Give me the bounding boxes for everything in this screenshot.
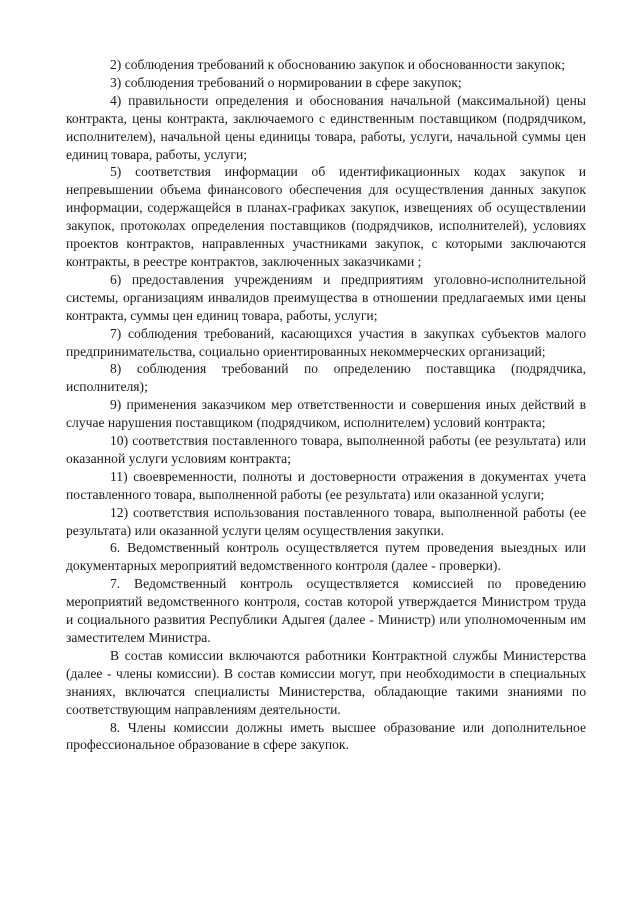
paragraph-item-8: 8) соблюдения требований по определению поставщика (подрядчика, исполнителя); bbox=[66, 361, 586, 395]
paragraph-clause-6: 6. Ведомственный контроль осуществляется путем проведения выездных или документарных мероприятий ведомственного контроля (далее - проверки). bbox=[66, 540, 586, 574]
paragraph-item-3: 3) соблюдения требований о нормировании в сфере закупок; bbox=[110, 74, 462, 90]
paragraph-item-7: 7) соблюдения требований, касающихся участия в закупках субъектов малого предпринимательства, социально ориентированных некоммерческих организаций; bbox=[66, 325, 586, 359]
paragraph-commission-composition: В состав комиссии включаются работники Контрактной службы Министерства (далее - члены комиссии). В состав комиссии могут, при необходимости в специальных знаниях, включатся специалисты Министерства, обладающие такими знаниями по соответствующим направлениям деятельности. bbox=[66, 647, 586, 717]
paragraph-clause-8: 8. Члены комиссии должны иметь высшее образование или дополнительное профессиональное образование в сфере закупок. bbox=[66, 719, 586, 753]
paragraph-item-4: 4) правильности определения и обоснования начальной (максимальной) цены контракта, цены контракта, заключаемого с единственным поставщиком (подрядчиком, исполнителем), начальной цены единицы товара, работы, услуги, начальной суммы цен единиц товара, работы, услуги; bbox=[66, 92, 586, 162]
paragraph-item-6: 6) предоставления учреждениям и предприятиям уголовно-исполнительной системы, организациям инвалидов преимущества в отношении предлагаемых ими цены контракта, суммы цен единиц товара, работы, услуги; bbox=[66, 271, 586, 323]
paragraph-item-2: 2) соблюдения требований к обоснованию закупок и обоснованности закупок; bbox=[110, 57, 565, 72]
paragraph-clause-7: 7. Ведомственный контроль осуществляется комиссией по проведению мероприятий ведомственного контроля, состав которой утверждается Министром труда и социального развития Республики Адыгея (далее - Министр) или уполномоченным им заместителем Министра. bbox=[66, 576, 586, 645]
document-body bbox=[66, 56, 586, 754]
paragraph-item-5: 5) соответствия информации об идентификационных кодах закупок и непревышении объема финансового обеспечения для осуществления данных закупок информации, содержащейся в планах-графиках закупок, извещениях об осуществлении закупок, протоколах определения поставщиков (подрядчиков, исполнителей), условиях проектов контрактов, направленных участниками закупок, с которыми заключаются контракты, в реестре контрактов, заключенных заказчиками ; bbox=[66, 164, 586, 269]
paragraph-item-9: 9) применения заказчиком мер ответственности и совершения иных действий в случае нарушения поставщиком (подрядчиком, исполнителем) условий контракта; bbox=[66, 397, 586, 431]
paragraph-item-10: 10) соответствия поставленного товара, выполненной работы (ее результата) или оказанной услуги условиям контракта; bbox=[66, 433, 586, 466]
paragraph-item-12: 12) соответствия использования поставленного товара, выполненной работы (ее результата) или оказанной услуги целям осуществления закупки. bbox=[66, 504, 586, 538]
paragraph-item-11: 11) своевременности, полноты и достоверности отражения в документах учета поставленного товара, выполненной работы (ее результата) или оказанной услуги; bbox=[66, 468, 586, 502]
